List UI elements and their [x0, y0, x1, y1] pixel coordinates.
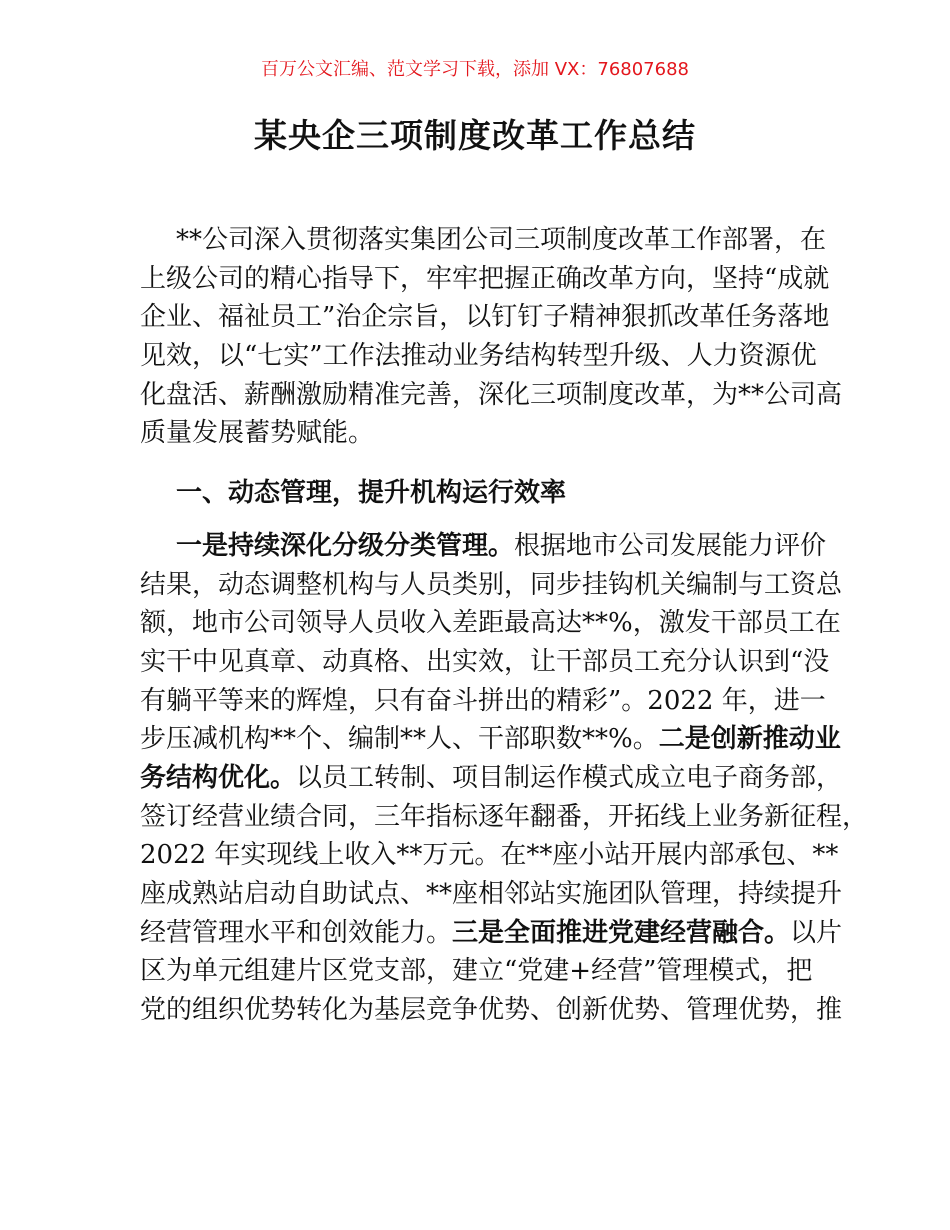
- text: 以片: [790, 917, 843, 948]
- text-line: [140, 875, 843, 914]
- text-line: [140, 260, 830, 299]
- bold-text: 二是创新推动业: [658, 724, 841, 755]
- paragraph: [140, 221, 843, 453]
- text: 化盘活、薪酬激励精准完善，深化三项制度改革，为**公司高: [140, 379, 843, 410]
- text-line: [140, 798, 869, 837]
- text: 经营管理水平和创效能力。: [140, 917, 453, 948]
- text-line: [140, 914, 843, 953]
- text: 党的组织优势转化为基层竞争优势、创新优势、管理优势，推: [140, 995, 843, 1026]
- text: 实干中见真章、动真格、出实效，让干部员工充分认识到“没: [140, 646, 830, 677]
- text-line: [140, 337, 817, 376]
- watermark-banner: 百万公文汇编、范文学习下载，添加 VX：76807688: [261, 59, 689, 80]
- text: 上级公司的精心指导下，牢牢把握正确改革方向，坚持“成就: [140, 263, 830, 294]
- bold-text: 三是全面推进党建经营融合。: [452, 917, 791, 948]
- text: 额，地市公司领导人员收入差距最高达**%，激发干部员工在: [140, 608, 841, 639]
- text-line: [140, 298, 830, 337]
- text-line: [140, 527, 827, 566]
- text: 2022 年实现线上收入**万元。在**座小站开展内部承包、**: [140, 840, 839, 871]
- text-line: [140, 836, 839, 875]
- section-heading: [140, 474, 812, 513]
- text-line: [140, 474, 812, 513]
- text: 结果，动态调整机构与人员类别，同步挂钩机关编制与工资总: [140, 569, 843, 600]
- bold-text: 务结构优化。: [140, 762, 297, 793]
- document-title: 某央企三项制度改革工作总结: [254, 116, 696, 155]
- text: 以员工转制、项目制运作模式成立电子商务部，: [296, 762, 843, 793]
- text-line: [140, 952, 812, 991]
- text: 见效，以“七实”工作法推动业务结构转型升级、人力资源优: [140, 341, 817, 372]
- text: 签订经营业绩合同，三年指标逐年翻番，开拓线上业务新征程，: [140, 801, 869, 832]
- paragraph: [140, 527, 869, 1030]
- bold-text: 一是持续深化分级分类管理。: [176, 530, 515, 561]
- text: 区为单元组建片区党支部，建立“党建+经营”管理模式，把: [140, 956, 813, 987]
- text: 企业、福祉员工”治企宗旨，以钉钉子精神狠抓改革任务落地: [140, 302, 830, 333]
- document-body: [140, 221, 869, 1030]
- text: 一、动态管理，提升机构运行效率: [176, 478, 567, 509]
- text-line: [140, 643, 830, 682]
- text-line: [140, 604, 841, 643]
- text: 座成熟站启动自助试点、**座相邻站实施团队管理，持续提升: [140, 879, 843, 909]
- text: 步压减机构**个、编制**人、干部职数**%。: [140, 724, 659, 755]
- text: 质量发展蓄势赋能。: [140, 418, 375, 449]
- text-line: [140, 759, 843, 798]
- text-line: [140, 221, 827, 260]
- text: **公司深入贯彻落实集团公司三项制度改革工作部署，在: [176, 225, 827, 255]
- text: 根据地市公司发展能力评价: [514, 530, 827, 561]
- text-line: [140, 566, 843, 605]
- text-line: [140, 720, 841, 759]
- text-line: [140, 682, 826, 721]
- text-line: [140, 991, 843, 1030]
- text-line: [140, 414, 812, 453]
- text-line: [140, 376, 843, 415]
- text: 有躺平等来的辉煌，只有奋斗拼出的精彩”。2022 年，进一: [140, 685, 826, 716]
